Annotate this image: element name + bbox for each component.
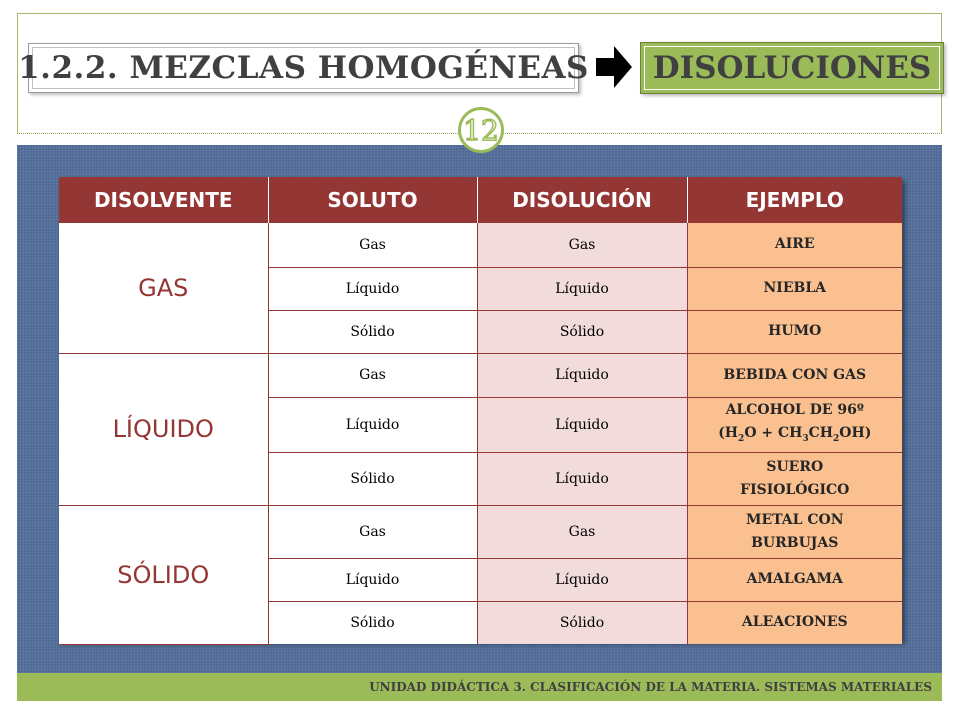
solvent-cell: SÓLIDO bbox=[59, 505, 268, 644]
header-example: EJEMPLO bbox=[687, 177, 902, 223]
mixture-cell: Gas bbox=[477, 223, 687, 267]
example-cell bbox=[687, 397, 902, 452]
mixture-cell: Líquido bbox=[477, 558, 687, 601]
mixture-cell: Líquido bbox=[477, 353, 687, 397]
mixture-cell: Líquido bbox=[477, 397, 687, 452]
solute-cell: Líquido bbox=[268, 397, 477, 452]
example-cell: ALEACIONES bbox=[687, 601, 902, 644]
footer-text: UNIDAD DIDÁCTICA 3. CLASIFICACIÓN DE LA MATERIA. SISTEMAS MATERIALES bbox=[369, 680, 932, 694]
example-cell: METAL CON BURBUJAS bbox=[687, 505, 902, 558]
table-header-row bbox=[59, 177, 902, 223]
example-name: ALCOHOL DE 96º bbox=[725, 401, 864, 418]
example-cell: AIRE bbox=[687, 223, 902, 267]
solvent-cell: GAS bbox=[59, 223, 268, 353]
table-row bbox=[59, 223, 902, 267]
solute-cell: Gas bbox=[268, 223, 477, 267]
solvent-cell: LÍQUIDO bbox=[59, 353, 268, 505]
header-mixture: DISOLUCIÓN bbox=[477, 177, 687, 223]
table bbox=[59, 177, 902, 645]
result-box bbox=[640, 42, 944, 94]
solute-cell: Líquido bbox=[268, 558, 477, 601]
solute-cell: Sólido bbox=[268, 601, 477, 644]
page-title: 1.2.2. MEZCLAS HOMOGÉNEAS bbox=[18, 50, 589, 86]
page-number: 12 bbox=[463, 113, 499, 147]
header-solvent: DISOLVENTE bbox=[59, 177, 268, 223]
footer-bar bbox=[17, 673, 942, 701]
solute-cell: Sólido bbox=[268, 452, 477, 505]
mixture-cell: Líquido bbox=[477, 452, 687, 505]
example-cell: BEBIDA CON GAS bbox=[687, 353, 902, 397]
example-cell: HUMO bbox=[687, 310, 902, 353]
solute-cell: Sólido bbox=[268, 310, 477, 353]
right-arrow-icon bbox=[594, 42, 634, 92]
solute-cell: Gas bbox=[268, 505, 477, 558]
mixture-cell: Sólido bbox=[477, 601, 687, 644]
solutions-table bbox=[59, 177, 902, 640]
example-formula: $(H_2O + CH_3CH_2OH)$ bbox=[718, 424, 872, 444]
example-cell: SUERO FISIOLÓGICO bbox=[687, 452, 902, 505]
mixture-cell: Sólido bbox=[477, 310, 687, 353]
table-row bbox=[59, 505, 902, 558]
title-box bbox=[18, 43, 589, 93]
table-row bbox=[59, 353, 902, 397]
solute-cell: Líquido bbox=[268, 267, 477, 310]
example-cell: NIEBLA bbox=[687, 267, 902, 310]
mixture-cell: Gas bbox=[477, 505, 687, 558]
result-title: DISOLUCIONES bbox=[652, 50, 932, 86]
mixture-cell: Líquido bbox=[477, 267, 687, 310]
header-solute: SOLUTO bbox=[268, 177, 477, 223]
solute-cell: Gas bbox=[268, 353, 477, 397]
page-number-badge bbox=[458, 107, 504, 153]
example-cell: AMALGAMA bbox=[687, 558, 902, 601]
